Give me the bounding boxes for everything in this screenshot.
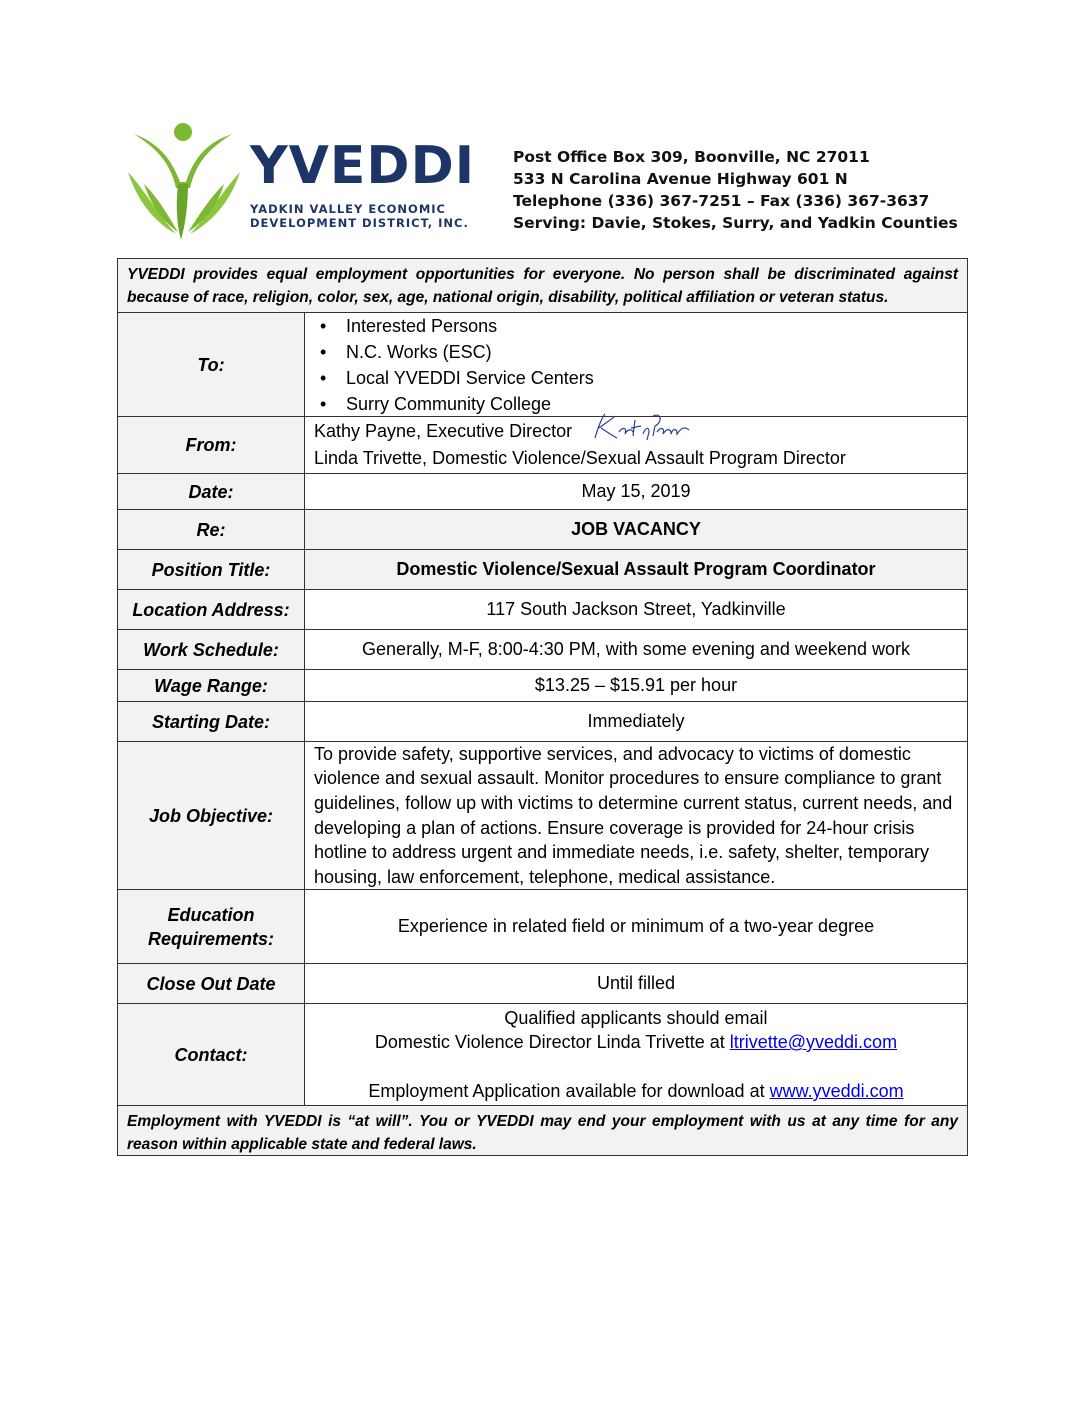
row-re bbox=[118, 510, 967, 550]
from-value bbox=[305, 417, 967, 473]
education-label-line1: Education bbox=[167, 904, 255, 925]
location-label: Location Address: bbox=[118, 590, 305, 629]
starting-date-value: Immediately bbox=[587, 711, 685, 731]
education-value: Experience in related field or minimum of a two-year degree bbox=[397, 916, 875, 936]
contact-line3 bbox=[368, 1079, 903, 1104]
at-will-notice: Employment with YVEDDI is “at will”. You or YVEDDI may end your employment with us at any time for any reason within applicable state and federal laws. bbox=[118, 1106, 967, 1155]
address-block bbox=[513, 146, 958, 234]
from-label: From: bbox=[118, 417, 305, 473]
from-line2: Linda Trivette, Domestic Violence/Sexual Assault Program Director bbox=[314, 448, 846, 468]
date-label: Date: bbox=[118, 474, 305, 509]
contact-line1: Qualified applicants should email bbox=[504, 1007, 768, 1028]
education-label-line2: Requirements: bbox=[147, 928, 275, 949]
re-label: Re: bbox=[118, 510, 305, 549]
row-from bbox=[118, 417, 967, 474]
work-schedule-label: Work Schedule: bbox=[118, 630, 305, 669]
list-item: • Interested Persons bbox=[314, 313, 594, 339]
position-title-label: Position Title: bbox=[118, 550, 305, 589]
yveddi-logo bbox=[126, 122, 476, 242]
row-contact bbox=[118, 1004, 967, 1106]
close-out-date-label: Close Out Date bbox=[118, 964, 305, 1003]
to-label: To: bbox=[118, 313, 305, 416]
recipient-list bbox=[314, 313, 594, 417]
row-wage-range bbox=[118, 670, 967, 702]
list-item: • Local YVEDDI Service Centers bbox=[314, 365, 594, 391]
logo-subtitle-line1: YADKIN VALLEY ECONOMIC bbox=[250, 202, 446, 216]
job-objective-value bbox=[305, 742, 967, 889]
row-work-schedule bbox=[118, 630, 967, 670]
row-starting-date bbox=[118, 702, 967, 742]
logo-figure-icon bbox=[126, 122, 246, 242]
contact-value bbox=[305, 1004, 967, 1105]
wage-range-label: Wage Range: bbox=[118, 670, 305, 701]
row-education bbox=[118, 890, 967, 964]
row-job-objective bbox=[118, 742, 967, 890]
starting-date-label: Starting Date: bbox=[118, 702, 305, 741]
job-objective-text: To provide safety, supportive services, and advocacy to victims of domestic violence and sexual assault. Monitor procedures to ensure compliance to grant guidelines, follow up with victims to determine current status, current needs, and developing a plan of actions. Ensure coverage is provided for 24-hour crisis hotline to address urgent and immediate needs, i.e. safety, shelter, temporary housing, law enforcement, telephone, medical assistance. bbox=[314, 743, 953, 887]
job-objective-label: Job Objective: bbox=[118, 742, 305, 889]
position-title-value: Domestic Violence/Sexual Assault Program Coordinator bbox=[305, 550, 967, 589]
from-line1: Kathy Payne, Executive Director bbox=[314, 421, 573, 441]
list-item: • Surry Community College bbox=[314, 391, 594, 417]
location-value: 117 South Jackson Street, Yadkinville bbox=[486, 599, 786, 619]
row-close-out-date bbox=[118, 964, 967, 1004]
contact-line2-text: Domestic Violence Director Linda Trivette at bbox=[374, 1032, 730, 1052]
logo-subtitle-line2: DEVELOPMENT DISTRICT, INC. bbox=[250, 216, 469, 230]
job-vacancy-table bbox=[117, 258, 968, 1156]
phone-line: Telephone (336) 367-7251 – Fax (336) 367-3637 bbox=[513, 192, 930, 210]
row-date bbox=[118, 474, 967, 510]
service-area-line: Serving: Davie, Stokes, Surry, and Yadkin Counties bbox=[513, 214, 958, 232]
signature-icon bbox=[591, 410, 695, 444]
education-label bbox=[118, 890, 305, 963]
logo-title: YVEDDI bbox=[250, 136, 476, 196]
wage-range-value: $13.25 – $15.91 per hour bbox=[534, 675, 738, 695]
contact-line3-text: Employment Application available for download at bbox=[368, 1081, 770, 1101]
address-line: 533 N Carolina Avenue Highway 601 N bbox=[513, 170, 848, 188]
work-schedule-value: Generally, M-F, 8:00-4:30 PM, with some evening and weekend work bbox=[362, 639, 910, 659]
logo-subtitle bbox=[250, 202, 469, 230]
close-out-date-value: Until filled bbox=[596, 973, 676, 993]
list-item: • N.C. Works (ESC) bbox=[314, 339, 594, 365]
contact-line2 bbox=[368, 1030, 903, 1055]
re-value: JOB VACANCY bbox=[305, 510, 967, 549]
equal-opportunity-notice: YVEDDI provides equal employment opportunities for everyone. No person shall be discriminated against because of race, religion, color, sex, age, national origin, disability, political affiliation or veteran status. bbox=[118, 259, 967, 313]
website-link[interactable]: www.yveddi.com bbox=[769, 1081, 904, 1101]
row-location bbox=[118, 590, 967, 630]
to-value bbox=[305, 313, 967, 416]
row-position-title bbox=[118, 550, 967, 590]
date-value: May 15, 2019 bbox=[581, 481, 691, 501]
contact-label: Contact: bbox=[118, 1004, 305, 1105]
address-line: Post Office Box 309, Boonville, NC 27011 bbox=[513, 148, 870, 166]
row-to bbox=[118, 313, 967, 417]
email-link[interactable]: ltrivette@yveddi.com bbox=[729, 1032, 898, 1052]
